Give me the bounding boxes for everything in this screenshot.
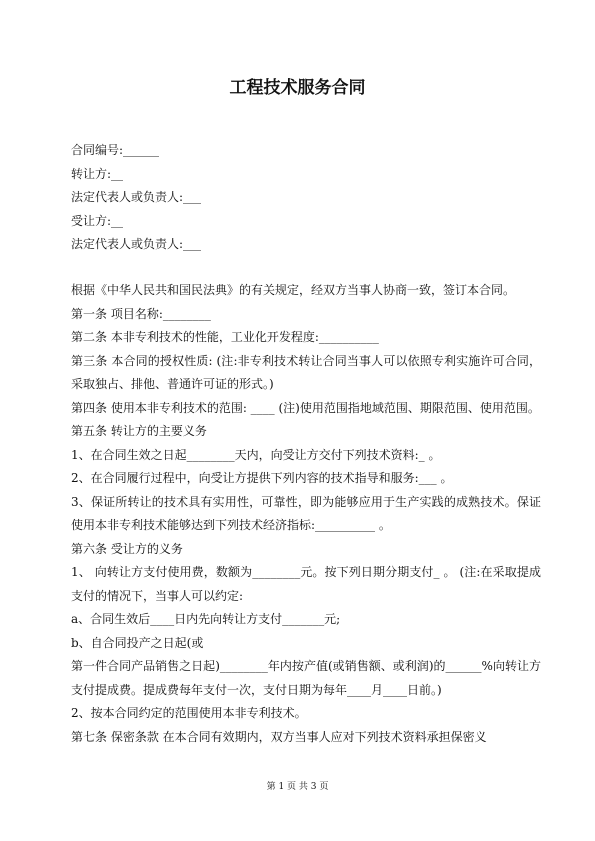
contract-header-fields bbox=[71, 139, 541, 257]
transferee-field: 受让方:__ bbox=[71, 213, 124, 228]
article-3-license-nature: 第三条 本合同的授权性质: (注:非专利技术转让合同当事人可以依照专利实施许可合同，采取独占、排他、普通许可证的形式。) bbox=[71, 353, 541, 391]
article-5-heading: 第五条 转让方的主要义务 bbox=[71, 424, 207, 438]
article-7-confidentiality: 第七条 保密条款 在本合同有效期内，双方当事人应对下列技术资料承担保密义 bbox=[71, 729, 487, 744]
article-5-clause-1: 1、在合同生效之日起________天内，向受让方交付下列技术资料:_ 。 bbox=[71, 447, 441, 462]
article-6-clause-1: 1、 向转让方支付使用费，数额为________元。按下列日期分期支付_ 。 (注:在采取提成支付的情况下，当事人可以约定: bbox=[71, 565, 541, 603]
article-2-performance: 第二条 本非专利技术的性能，工业化开发程度:__________ bbox=[71, 330, 379, 344]
transferor-field: 转让方:__ bbox=[71, 166, 124, 181]
article-5-clause-3: 3、保证所转让的技术具有实用性，可靠性，即为能够应用于生产实践的成熟技术。保证使用本非专利技术能够达到下列技术经济指标:__________ 。 bbox=[71, 494, 541, 532]
contract-number-field: 合同编号:______ bbox=[71, 143, 160, 157]
article-6-clause-1a: a、合同生效后____日内先向转让方支付_______元; bbox=[71, 612, 341, 626]
article-6-clause-1b-continued: 第一件合同产品销售之日起)________年内按产值(或销售额、或利润)的______%向转让方支付提成费。提成费每年支付一次，支付日期为每年____月____日前。) bbox=[71, 659, 541, 697]
page-number-footer: 第 1 页 共 3 页 bbox=[266, 782, 329, 792]
transferor-representative-field: 法定代表人或负责人:___ bbox=[71, 190, 202, 204]
article-6-clause-1b: b、自合同投产之日起(或 bbox=[71, 635, 204, 650]
article-4-usage-scope: 第四条 使用本非专利技术的范围: ____ (注)使用范围指地域范围、期限范围、使用范围。 bbox=[71, 400, 540, 415]
contract-body bbox=[71, 279, 541, 749]
preamble-paragraph: 根据《中华人民共和国民法典》的有关规定，经双方当事人协商一致，签订本合同。 bbox=[71, 283, 516, 297]
article-1-project-name: 第一条 项目名称:________ bbox=[71, 306, 211, 321]
transferee-representative-field: 法定代表人或负责人:___ bbox=[71, 237, 202, 251]
article-6-heading: 第六条 受让方的义务 bbox=[71, 541, 183, 556]
document-title: 工程技术服务合同 bbox=[229, 78, 366, 98]
article-6-clause-2: 2、按本合同约定的范围使用本非专利技术。 bbox=[71, 706, 307, 720]
article-5-clause-2: 2、在合同履行过程中，向受让方提供下列内容的技术指导和服务:___ 。 bbox=[71, 471, 453, 485]
